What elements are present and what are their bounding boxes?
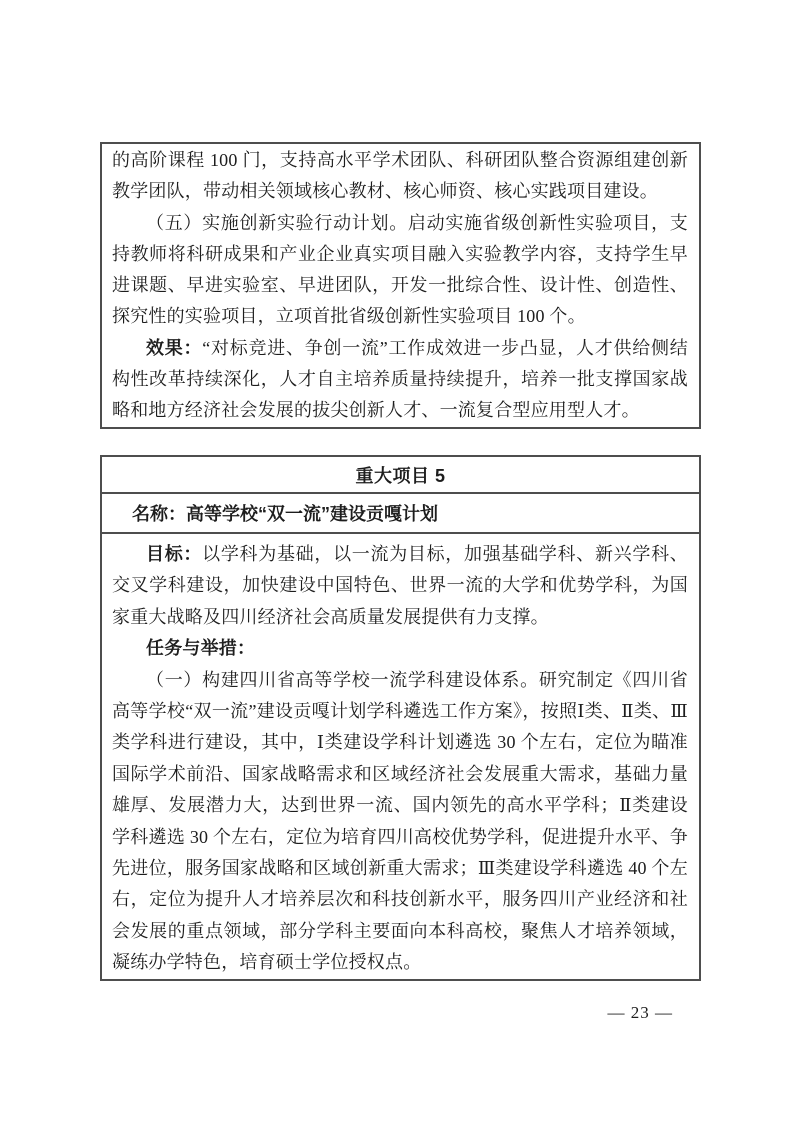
- name-text: 高等学校“双一流”建设贡嘎计划: [186, 504, 438, 524]
- paragraph-text: 的高阶课程 100 门，支持高水平学术团队、科研团队整合资源组建创新教学团队，带动相关领域核心教材、核心师资、核心实践项目建设。: [112, 150, 688, 202]
- project-4-continuation-box: [100, 142, 701, 429]
- project-5-body: [102, 534, 699, 979]
- continuation-paragraph: [112, 145, 688, 208]
- goal-paragraph: [112, 539, 688, 633]
- tasks-label: 任务与举措：: [146, 638, 256, 659]
- effect-paragraph: [112, 333, 688, 427]
- paragraph-text: 以学科为基础，以一流为目标，加强基础学科、新兴学科、交叉学科建设，加快建设中国特色、世界一流的大学和优势学科，为国家重大战略及四川经济社会高质量发展提供有力支撑。: [112, 544, 688, 627]
- project-5-name-row: [102, 494, 699, 534]
- goal-label: 目标：: [146, 544, 203, 564]
- task-1-paragraph: [112, 665, 688, 979]
- measure-5-paragraph: [112, 208, 688, 333]
- name-label: 名称：: [132, 504, 186, 524]
- page-number: — 23 —: [607, 1003, 673, 1022]
- tasks-heading: [112, 633, 688, 664]
- paragraph-text: “对标竞进、争创一流”工作成效进一步凸显，人才供给侧结构性改革持续深化，人才自主培养质量持续提升，培养一批支撑国家战略和地方经济社会发展的拔尖创新人才、一流复合型应用型人才。: [112, 337, 688, 421]
- effect-label: 效果：: [146, 337, 203, 358]
- paragraph-text: （五）实施创新实验行动计划。启动实施省级创新性实验项目，支持教师将科研成果和产业企业真实项目融入实验教学内容，支持学生早进课题、早进实验室、早进团队，开发一批综合性、设计性、创造性、探究性的实验项目，立项首批省级创新性实验项目 100 个。: [112, 212, 688, 327]
- project-5-table: [100, 455, 701, 981]
- project-5-title: 重大项目 5: [355, 465, 446, 486]
- paragraph-text: （一）构建四川省高等学校一流学科建设体系。研究制定《四川省高等学校“双一流”建设贡嘎计划学科遴选工作方案》，按照Ⅰ类、Ⅱ类、Ⅲ类学科进行建设，其中，Ⅰ类建设学科计划遴选 30 个左右，定位为瞄准国际学术前沿、国家战略需求和区域经济社会发展重大需求，基础力量雄厚、发展潜力大，达到世界一流、国内领先的高水平学科；Ⅱ类建设学科遴选 30 个左右，定位为培育四川高校优势学科，促进提升水平、争先进位，服务国家战略和区域创新重大需求；Ⅲ类建设学科遴选 40 个左右，定位为提升人才培养层次和科技创新水平，服务四川产业经济和社会发展的重点领域，部分学科主要面向本科高校，聚焦人才培养领域，凝练办学特色，培育硕士学位授权点。: [112, 669, 688, 973]
- project-5-header-row: [102, 457, 699, 494]
